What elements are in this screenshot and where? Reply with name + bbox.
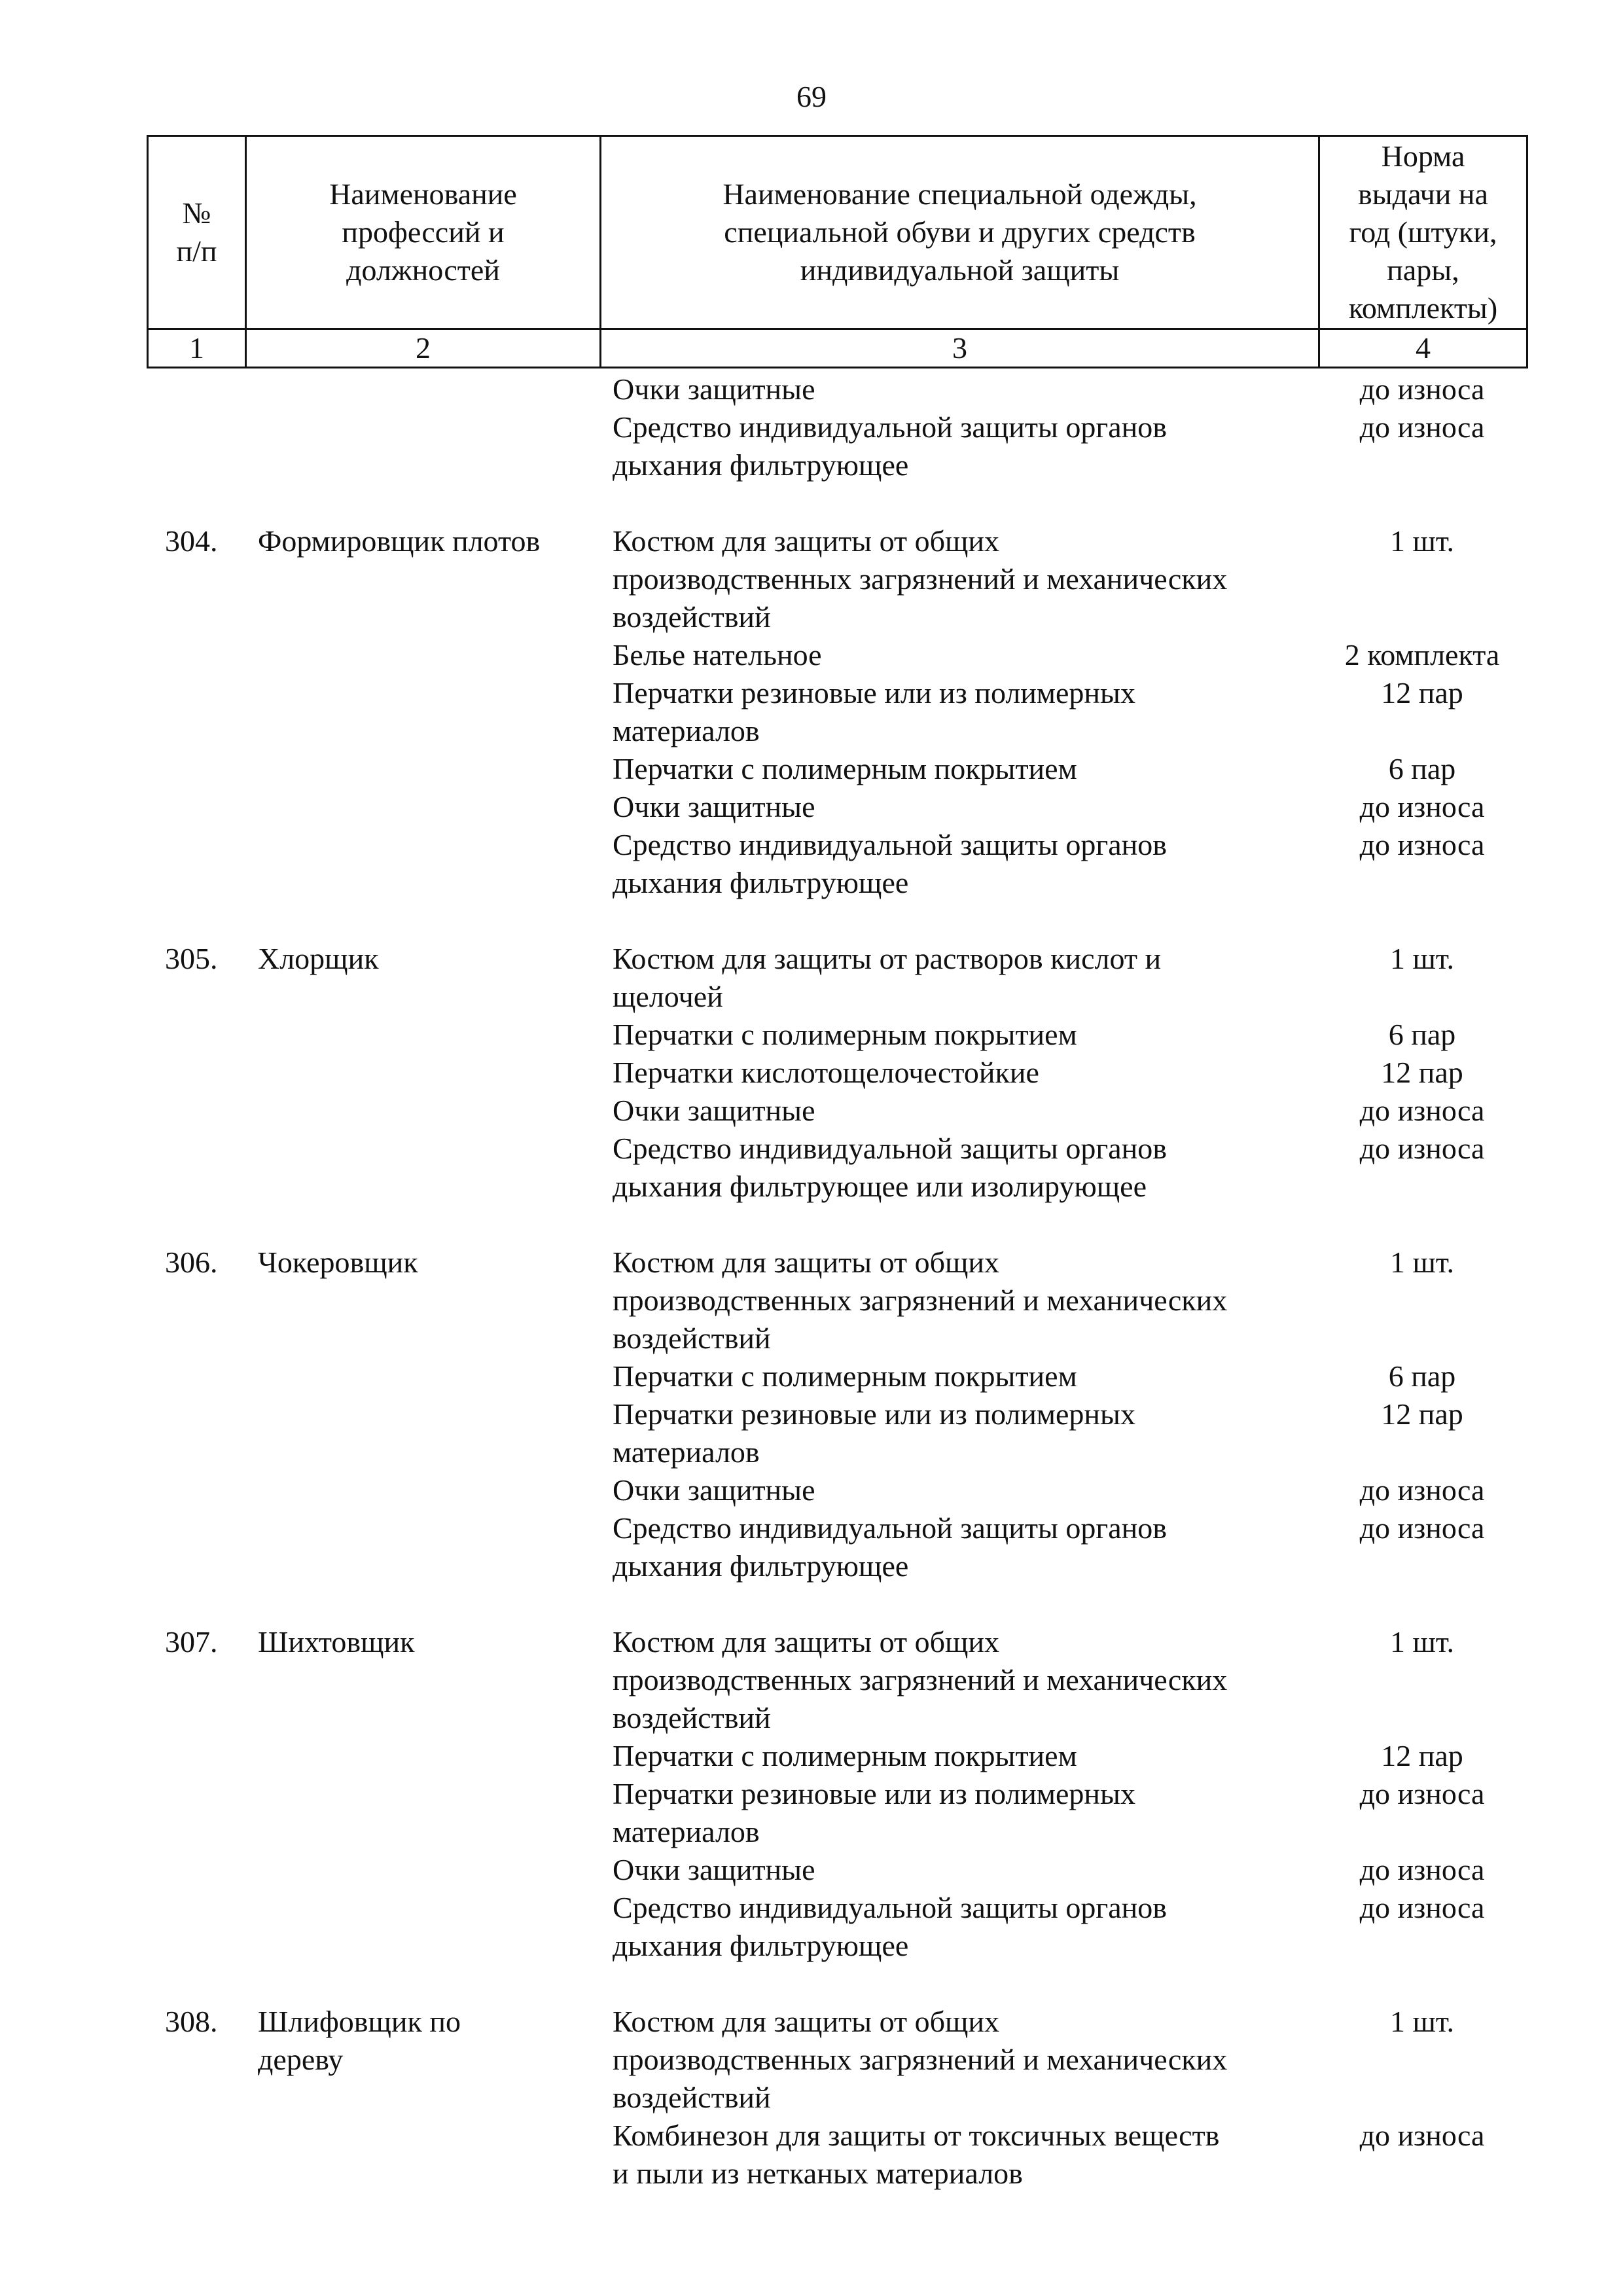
header-col-profession-line: профессий и [342,215,505,249]
equipment-name-line: Комбинезон для защиты от токсичных веществ [613,2119,1220,2152]
row-number: 304. [165,524,218,558]
equipment-name-line: дыхания фильтрующее [613,1549,909,1583]
equipment-name-line: Перчатки резиновые или из полимерных [613,676,1135,709]
table-row [147,2117,1526,2193]
profession-name-line: дереву [258,2043,344,2076]
row-number: 305. [165,942,218,975]
header-col-number-line: п/п [176,234,217,268]
header-row [148,136,1527,329]
equipment-name-line: Костюм для защиты от растворов кислот и [613,942,1162,975]
issue-norm: 6 пар [1388,1018,1456,1051]
equipment-name [599,2117,1318,2193]
equipment-name-line: Перчатки резиновые или из полимерных [613,1397,1135,1431]
equipment-name-line: Костюм для защиты от общих [613,2005,1000,2038]
header-col-equipment-line: индивидуальной защиты [800,253,1120,287]
issue-norm: до износа [1359,1511,1485,1545]
equipment-name-line: материалов [613,1815,760,1848]
equipment-name-line: производственных загрязнений и механических [613,1663,1228,1696]
equipment-name-line: Очки защитные [613,1473,815,1507]
equipment-name-line: Перчатки кислотощелочестойкие [613,1056,1039,1089]
header-col-number-line: № [182,196,211,230]
issue-norm: до износа [1359,372,1485,406]
equipment-name-line: Перчатки с полимерным покрытием [613,1018,1077,1051]
table-row [147,1357,1526,1395]
header-col-norm-line: выдачи на [1358,177,1488,211]
table-row [147,1889,1526,1965]
equipment-name-line: Костюм для защиты от общих [613,524,1000,558]
equipment-name-line: Средство индивидуальной защиты органов [613,828,1167,861]
table-body [147,370,1526,2193]
table-row [147,1054,1526,1092]
header-col-profession [246,136,601,329]
header-num-3: 3 [601,329,1319,368]
equipment-name-line: производственных загрязнений и механических [613,2043,1228,2076]
table-row [147,1092,1526,1130]
profession-name [245,1244,599,1282]
table-row [147,674,1526,750]
equipment-name [599,750,1318,788]
equipment-name-line: дыхания фильтрующее [613,1929,909,1962]
table-row [147,1775,1526,1851]
equipment-name-line: воздействий [613,2081,771,2114]
equipment-name-line: дыхания фильтрующее или изолирующее [613,1170,1147,1203]
equipment-name-line: Очки защитные [613,1853,815,1886]
header-col-profession-line: Наименование [329,177,517,211]
profession-name [245,2003,599,2079]
equipment-name [599,1244,1318,1357]
table-row [147,1471,1526,1509]
equipment-name [599,1054,1318,1092]
issue-norm: до износа [1359,1094,1485,1127]
header-col-equipment [601,136,1319,329]
row-number: 308. [165,2005,218,2038]
equipment-name-line: Перчатки с полимерным покрытием [613,1359,1077,1393]
equipment-name-line: производственных загрязнений и механических [613,1283,1228,1317]
equipment-name-line: воздействий [613,600,771,634]
table-row [147,1851,1526,1889]
profession-name-line: Шлифовщик по [258,2005,461,2038]
equipment-name-line: дыхания фильтрующее [613,866,909,899]
header-num-4: 4 [1319,329,1527,368]
equipment-name-line: Очки защитные [613,1094,815,1127]
table-row [147,2003,1526,2117]
profession-block [147,940,1526,1206]
issue-norm: 12 пар [1381,676,1463,709]
table-row [147,522,1526,636]
issue-norm: 12 пар [1381,1056,1463,1089]
header-col-profession-line: должностей [346,253,500,287]
table-row [147,1623,1526,1737]
equipment-name-line: производственных загрязнений и механических [613,562,1228,596]
table-row [147,1016,1526,1054]
equipment-name [599,1851,1318,1889]
row-number: 307. [165,1625,218,1659]
issue-norm: 1 шт. [1389,1625,1455,1659]
header-col-norm [1319,136,1527,329]
equipment-name [599,1775,1318,1851]
issue-norm: 6 пар [1388,1359,1456,1393]
equipment-name [599,408,1318,484]
table-row [147,788,1526,826]
equipment-name [599,1092,1318,1130]
header-col-equipment-line: Наименование специальной одежды, [722,177,1197,211]
profession-name [245,1623,599,1661]
page-number: 69 [796,80,827,113]
header-col-norm-line: Норма [1381,139,1465,173]
profession-name-line: Хлорщик [258,942,379,975]
issue-norm: 6 пар [1388,752,1456,785]
table-row [147,1130,1526,1206]
profession-name [245,522,599,560]
equipment-name [599,826,1318,902]
issue-norm: до износа [1359,1132,1485,1165]
issue-norm: 12 пар [1381,1397,1463,1431]
equipment-name [599,370,1318,408]
equipment-name-line: Очки защитные [613,372,815,406]
table-row [147,636,1526,674]
equipment-name [599,674,1318,750]
table-row [147,826,1526,902]
issue-norm: до износа [1359,2119,1485,2152]
issue-norm: до износа [1359,1473,1485,1507]
header-num-2: 2 [246,329,601,368]
equipment-name-line: Средство индивидуальной защиты органов [613,1891,1167,1924]
profession-block [147,1244,1526,1585]
issue-norm: до износа [1359,410,1485,444]
table-row [147,1244,1526,1357]
equipment-name-line: Перчатки с полимерным покрытием [613,752,1077,785]
equipment-name [599,788,1318,826]
table-row [147,1395,1526,1471]
equipment-name-line: дыхания фильтрующее [613,448,909,482]
issue-norm: до износа [1359,1777,1485,1810]
equipment-name [599,2003,1318,2117]
profession-name-line: Шихтовщик [258,1625,415,1659]
equipment-name [599,940,1318,1016]
equipment-name [599,1016,1318,1054]
profession-block [147,522,1526,902]
header-col-norm-line: комплекты) [1348,291,1498,325]
issue-norm: до износа [1359,1891,1485,1924]
equipment-name-line: щелочей [613,980,723,1013]
profession-name [245,940,599,978]
header-col-number [148,136,246,329]
table-row [147,370,1526,408]
issue-norm: 1 шт. [1389,2005,1455,2038]
profession-block [147,1623,1526,1965]
row-number: 306. [165,1246,218,1279]
equipment-name [599,636,1318,674]
issue-norm: до износа [1359,1853,1485,1886]
header-col-norm-line: пары, [1387,253,1459,287]
issue-norm: 1 шт. [1389,942,1455,975]
issue-norm: 2 комплекта [1344,638,1500,672]
equipment-name [599,1130,1318,1206]
equipment-name-line: воздействий [613,1701,771,1734]
header-col-norm-line: год (штуки, [1349,215,1497,249]
equipment-name-line: материалов [613,1435,760,1469]
header-numbers-row [148,329,1527,368]
equipment-name [599,1357,1318,1395]
table-row [147,750,1526,788]
equipment-name-line: воздействий [613,1321,771,1355]
equipment-name [599,1889,1318,1965]
equipment-name-line: Очки защитные [613,790,815,823]
equipment-name-line: Перчатки с полимерным покрытием [613,1739,1077,1772]
profession-block [147,370,1526,484]
equipment-name [599,1737,1318,1775]
header-col-equipment-line: специальной обуви и других средств [724,215,1196,249]
equipment-name [599,522,1318,636]
profession-block [147,2003,1526,2193]
issue-norm: 12 пар [1381,1739,1463,1772]
table-row [147,408,1526,484]
equipment-name [599,1471,1318,1509]
equipment-name-line: и пыли из нетканых материалов [613,2157,1023,2190]
equipment-name [599,1395,1318,1471]
equipment-name-line: Костюм для защиты от общих [613,1625,1000,1659]
issue-norm: 1 шт. [1389,524,1455,558]
issue-norm: до износа [1359,790,1485,823]
equipment-name [599,1623,1318,1737]
equipment-name-line: материалов [613,714,760,747]
equipment-name-line: Средство индивидуальной защиты органов [613,1511,1167,1545]
profession-name-line: Чокеровщик [258,1246,418,1279]
equipment-name-line: Средство индивидуальной защиты органов [613,1132,1167,1165]
equipment-name [599,1509,1318,1585]
equipment-name-line: Белье нательное [613,638,822,672]
issue-norm: до износа [1359,828,1485,861]
equipment-name-line: Костюм для защиты от общих [613,1246,1000,1279]
equipment-name-line: Перчатки резиновые или из полимерных [613,1777,1135,1810]
header-num-1: 1 [148,329,246,368]
profession-name-line: Формировщик плотов [258,524,541,558]
table-row [147,1509,1526,1585]
equipment-name-line: Средство индивидуальной защиты органов [613,410,1167,444]
table-row [147,1737,1526,1775]
table-row [147,940,1526,1016]
issue-norm: 1 шт. [1389,1246,1455,1279]
table-header [147,135,1528,368]
